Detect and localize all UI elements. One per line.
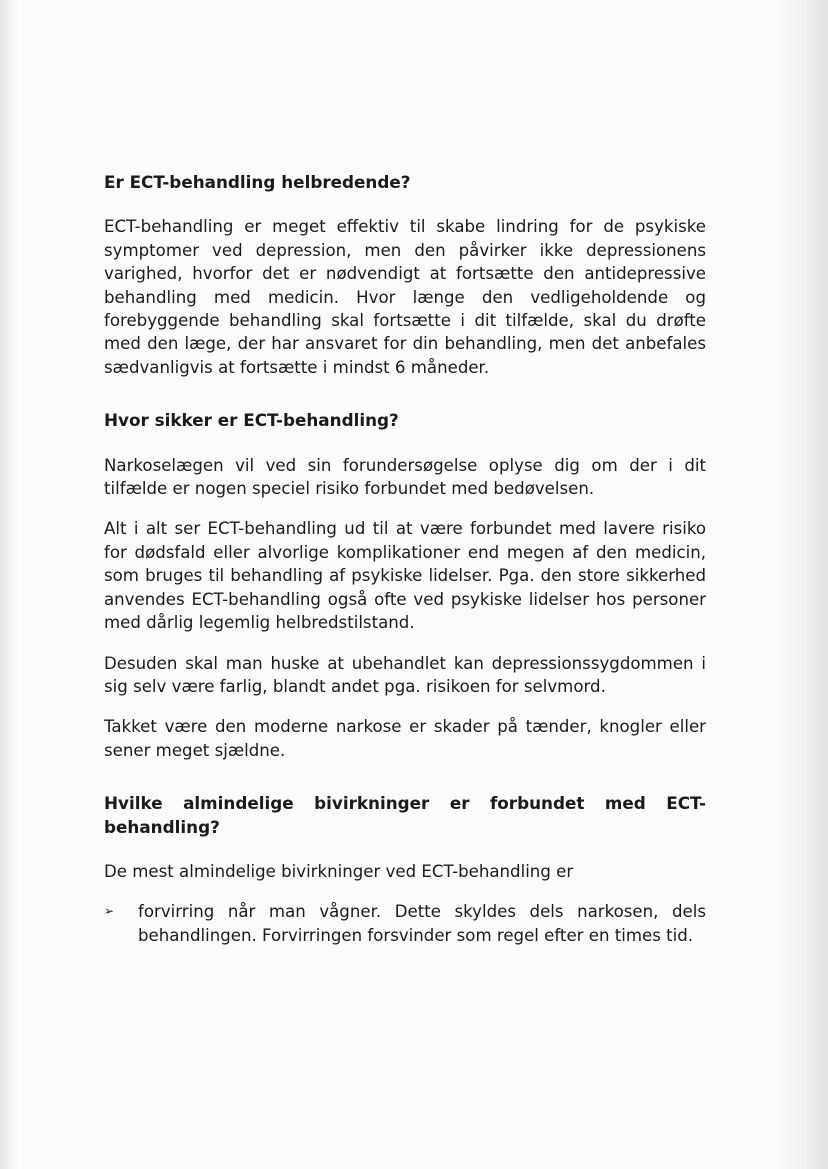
scan-shadow-right [774, 0, 828, 1169]
paragraph-side-effects-intro: De mest almindelige bivirkninger ved ECT-behandling er [104, 861, 574, 881]
paragraph-safety-3: Desuden skal man huske at ubehandlet kan depressionssygdommen i sig selv være farlig, blandt andet pga. risikoen for selvmord. [104, 653, 706, 696]
arrow-bullet-icon: ➢ [104, 904, 115, 919]
scan-shadow-left [0, 0, 18, 1169]
paragraph-curative: ECT-behandling er meget effektiv til skabe lindring for de psykiske symptomer ved depression, men den påvirker ikke depressionens varighed, hvorfor det er nødvendigt at fortsætte den antidepressive behandling med medicin. Hvor længe den vedligeholdende og forebyggende behandling skal fortsætte i dit tilfælde, skal du drøfte med den læge, der har ansvaret for din behandling, men det anbefales sædvanligvis at fortsætte i mindst 6 måneder. [104, 217, 706, 377]
paragraph-safety-1: Narkoselægen vil ved sin forundersøgelse oplyse dig om der i dit tilfælde er nogen speciel risiko forbundet med bedøvelsen. [104, 455, 706, 499]
section-heading-side-effects: Hvilke almindelige bivirkninger er forbundet med ECT-behandling? [104, 793, 706, 837]
section-heading-safety: Hvor sikker er ECT-behandling? [104, 410, 399, 431]
section-heading-curative: Er ECT-behandling helbredende? [104, 172, 411, 192]
list-item-text: forvirring når man vågner. Dette skyldes dels narkosen, dels behandlingen. Forvirringen forsvinder som regel efter en times tid. [138, 902, 706, 945]
paragraph-safety-4: Takket være den moderne narkose er skader på tænder, knogler eller sener meget sjældne. [104, 717, 706, 760]
paragraph-safety-2: Alt i alt ser ECT-behandling ud til at være forbundet med lavere risiko for dødsfald eller alvorlige komplikationer end megen af den medicin, som bruges til behandling af psykiske lidelser. Pga. den store sikkerhed anvendes ECT-behandling også ofte ved psykiske lidelser hos personer med dårlig legemlig helbredstilstand. [104, 519, 706, 633]
list-item [104, 900, 706, 947]
page-content [104, 171, 706, 947]
